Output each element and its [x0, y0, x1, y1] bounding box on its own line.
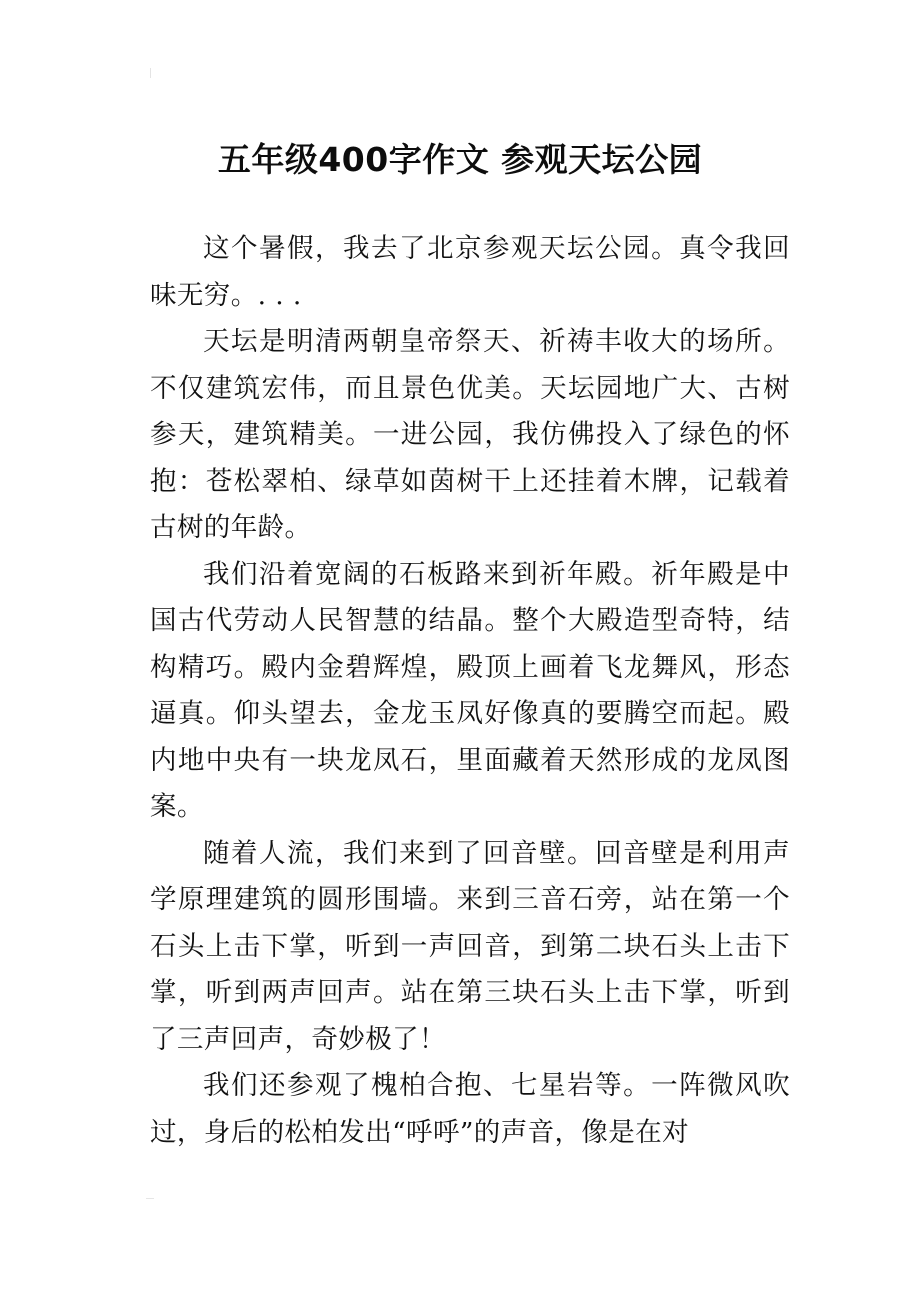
paragraph: 我们还参观了槐柏合抱、七星岩等。一阵微风吹过，身后的松柏发出“呼呼”的声音，像是在对	[150, 1070, 790, 1148]
paragraph: 随着人流，我们来到了回音壁。回音壁是利用声学原理建筑的圆形围墙。来到三音石旁，站在第一个石头上击下掌，听到一声回音，到第二块石头上击下掌，听到两声回声。站在第三块石头上击下掌，听到了三声回声，奇妙极了！	[150, 837, 790, 1055]
page-corner-mark	[146, 1190, 154, 1199]
document-title: 五年级400字作文 参观天坛公园	[217, 140, 703, 180]
paragraph: 天坛是明清两朝皇帝祭天、祈祷丰收大的场所。不仅建筑宏伟，而且景色优美。天坛园地广大、古树参天，建筑精美。一进公园，我仿佛投入了绿色的怀抱：苍松翠柏、绿草如茵树干上还挂着木牌，记载着古树的年龄。	[150, 326, 790, 543]
document-body	[150, 226, 790, 1156]
paragraph: 我们沿着宽阔的石板路来到祈年殿。祈年殿是中国古代劳动人民智慧的结晶。整个大殿造型奇特，结构精巧。殿内金碧辉煌，殿顶上画着飞龙舞风，形态逼真。仰头望去，金龙玉凤好像真的要腾空而起。殿内地中央有一块龙凤石，里面藏着天然形成的龙凤图案。	[150, 558, 790, 822]
page-corner-mark	[150, 68, 157, 78]
paragraph: 这个暑假，我去了北京参观天坛公园。真令我回味无穷。. . .	[150, 233, 790, 311]
